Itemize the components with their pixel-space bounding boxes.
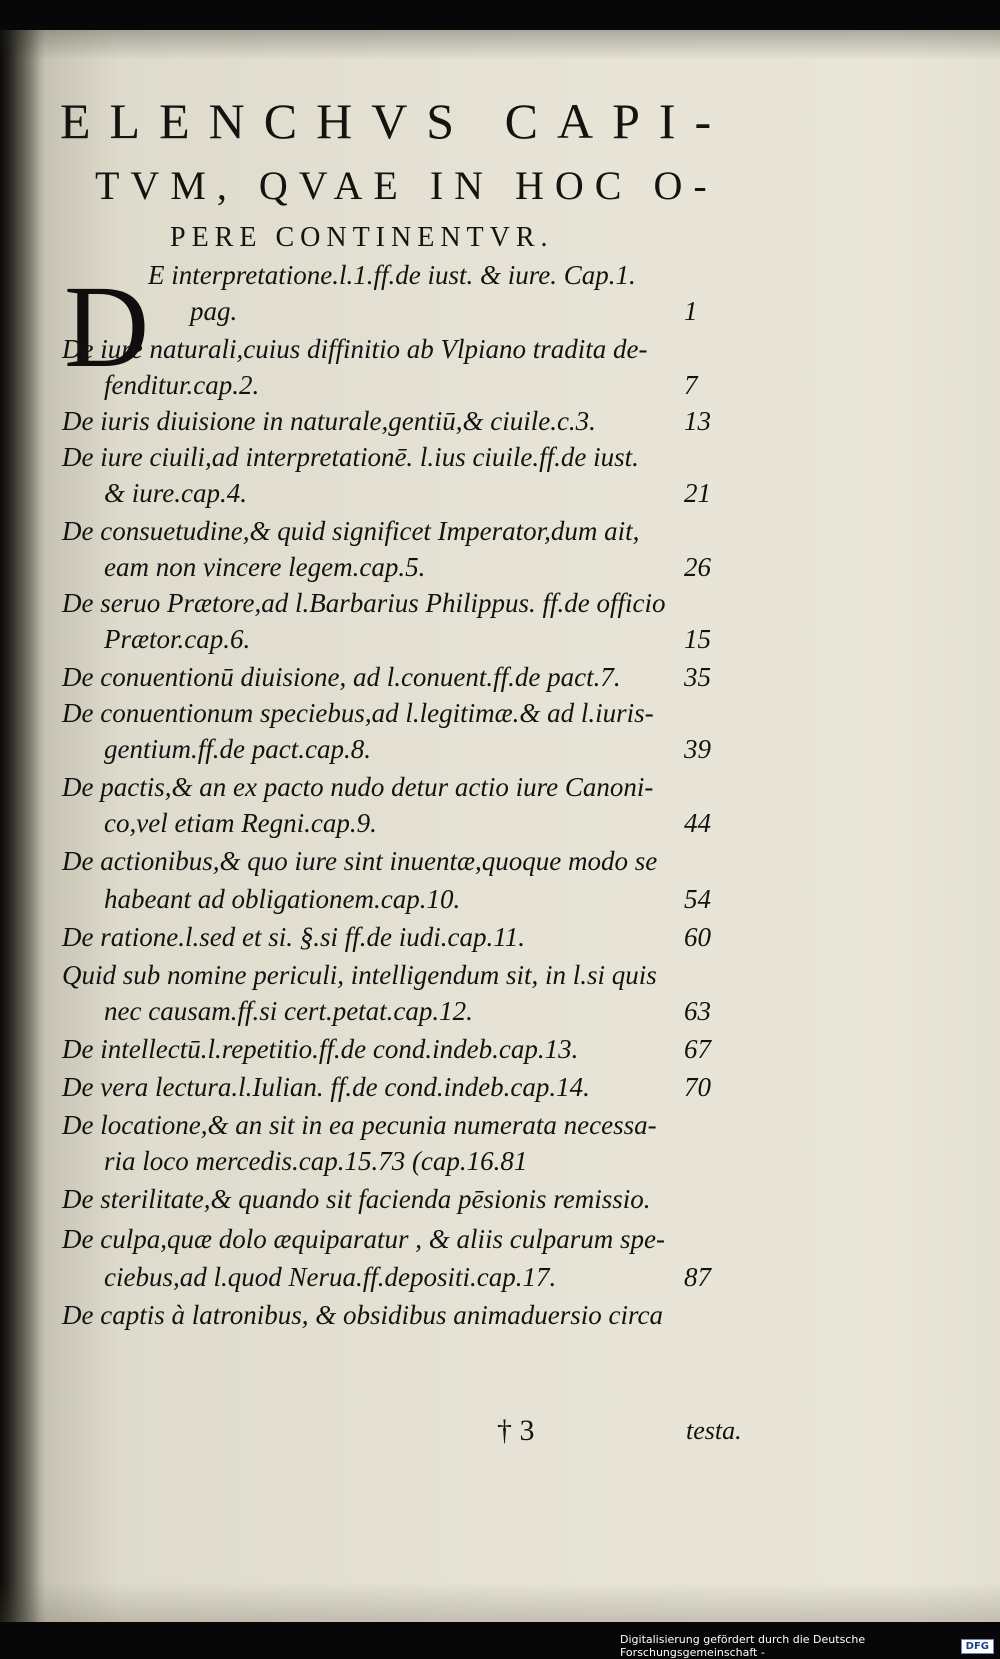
dfg-logo: DFG (961, 1639, 994, 1654)
toc-page-number: 70 (684, 1072, 711, 1102)
toc-entry: De ratione.l.sed et si. §.si ff.de iudi.cap.11. (62, 922, 525, 952)
toc-entry: pag. (190, 296, 238, 326)
toc-entry: De iure ciuili,ad interpretationē. l.ius ciuile.ff.de iust. (62, 442, 639, 472)
toc-entry: & iure.cap.4. (104, 478, 247, 508)
toc-entry: nec causam.ff.si cert.petat.cap.12. (104, 996, 473, 1026)
digitization-credit (620, 1634, 1000, 1658)
toc-entry: Prætor.cap.6. (104, 624, 251, 654)
toc-entry: De iure naturali,cuius diffinitio ab Vlpiano tradita de- (62, 334, 648, 364)
toc-page-number: 1 (684, 296, 698, 326)
toc-entry: ria loco mercedis.cap.15.73 (cap.16.81 (104, 1146, 528, 1176)
toc-page-number: 15 (684, 624, 711, 654)
drop-capital: D (64, 261, 150, 392)
toc-entry: De captis à latronibus, & obsidibus animaduersio circa (62, 1300, 663, 1330)
toc-page-number: 63 (684, 996, 711, 1026)
book-page (0, 30, 1000, 1622)
toc-page-number: 54 (684, 884, 711, 914)
toc-entry: De pactis,& an ex pacto nudo detur actio iure Canoni- (62, 772, 654, 802)
toc-page-number: 60 (684, 922, 711, 952)
toc-entry: E interpretatione.l.1.ff.de iust. & iure. Cap.1. (148, 260, 636, 290)
toc-page-number: 26 (684, 552, 711, 582)
toc-entry: De iuris diuisione in naturale,gentiū,& ciuile.c.3. (62, 406, 596, 436)
title-line-2: TVM, QVAE IN HOC O- (95, 163, 718, 208)
toc-entry: gentium.ff.de pact.cap.8. (104, 734, 371, 764)
toc-page-number: 87 (684, 1262, 711, 1292)
toc-entry: habeant ad obligationem.cap.10. (104, 884, 461, 914)
toc-entry: De seruo Prætore,ad l.Barbarius Philippus. ff.de officio (62, 588, 666, 618)
toc-entry: De culpa,quæ dolo æquiparatur , & aliis culparum spe- (62, 1224, 665, 1254)
toc-entry: Quid sub nomine periculi, intelligendum sit, in l.si quis (62, 960, 657, 990)
toc-entry: ciebus,ad l.quod Nerua.ff.depositi.cap.17. (104, 1262, 557, 1292)
toc-entry: De intellectū.l.repetitio.ff.de cond.indeb.cap.13. (62, 1034, 579, 1064)
toc-entry: co,vel etiam Regni.cap.9. (104, 808, 377, 838)
title-line-1: ELENCHVS CAPI- (60, 93, 731, 149)
toc-page-number: 39 (684, 734, 711, 764)
credit-text: Digitalisierung gefördert durch die Deutsche Forschungsgemeinschaft - (620, 1633, 866, 1659)
toc-page-number: 21 (684, 478, 711, 508)
toc-page-number: 13 (684, 406, 711, 436)
toc-entry: eam non vincere legem.cap.5. (104, 552, 426, 582)
toc-entry: De consuetudine,& quid significet Imperator,dum ait, (62, 516, 640, 546)
title-line-3: PERE CONTINENTVR. (170, 222, 554, 253)
signature-mark: † 3 (497, 1414, 535, 1447)
toc-page-number: 35 (684, 662, 711, 692)
toc-entry: De actionibus,& quo iure sint inuentæ,quoque modo se (62, 846, 658, 876)
toc-page-number: 67 (684, 1034, 711, 1064)
toc-entry: De locatione,& an sit in ea pecunia numerata necessa- (62, 1110, 657, 1140)
toc-entry: De conuentionum speciebus,ad l.legitimæ.& ad l.iuris- (62, 698, 654, 728)
catchword: testa. (686, 1416, 742, 1445)
toc-page-number: 44 (684, 808, 711, 838)
toc-entry: fenditur.cap.2. (104, 370, 260, 400)
table-of-contents (0, 30, 1000, 1622)
toc-entry: De conuentionū diuisione, ad l.conuent.ff.de pact.7. (62, 662, 621, 692)
toc-entry: De vera lectura.l.Iulian. ff.de cond.indeb.cap.14. (62, 1072, 590, 1102)
toc-entry: De sterilitate,& quando sit facienda pēsionis remissio. (62, 1184, 651, 1214)
toc-page-number: 7 (684, 370, 698, 400)
